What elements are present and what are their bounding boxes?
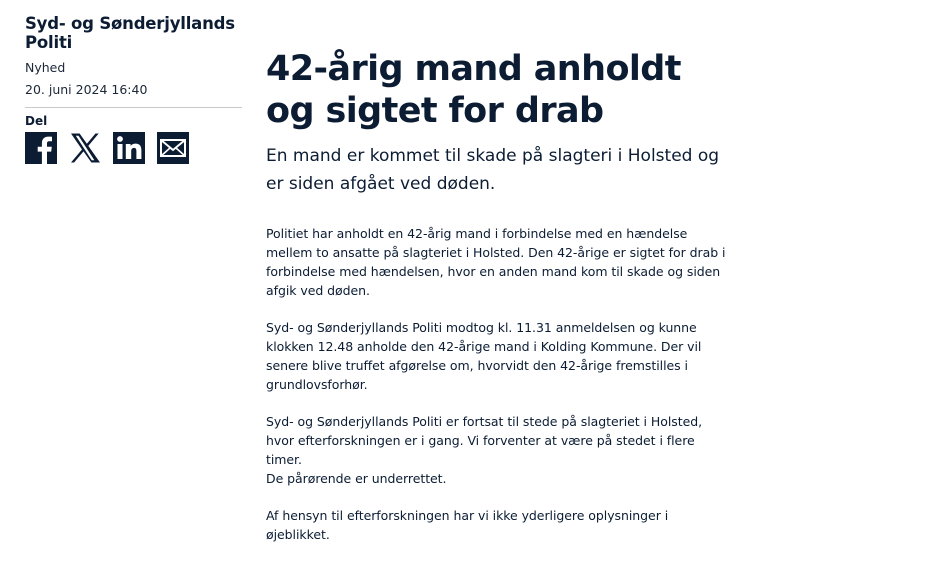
article bbox=[266, 48, 736, 562]
sidebar-divider bbox=[25, 107, 242, 108]
linkedin-icon[interactable] bbox=[113, 132, 145, 164]
district-name: Syd- og Sønderjyllands Politi bbox=[25, 14, 235, 52]
body-line: De pårørende er underrettet. bbox=[266, 471, 447, 486]
body-line: Syd- og Sønderjyllands Politi er fortsat til stede på slagteriet i Holsted, hvor efterforskningen er i gang. Vi forventer at være på stedet i flere timer. bbox=[266, 414, 703, 467]
share-label: Del bbox=[25, 114, 48, 128]
facebook-icon[interactable] bbox=[25, 132, 57, 164]
article-headline: 42-årig mand anholdt og sigtet for drab bbox=[266, 49, 681, 131]
body-line: Syd- og Sønderjyllands Politi modtog kl. 11.31 anmeldelsen og kunne klokken 12.48 anholde den 42-årige mand i Kolding Kommune. Der vil senere blive truffet afgørelse om, hvorvidt den 42-årige fremstilles i grundlovsforhør. bbox=[266, 320, 702, 392]
body-paragraph bbox=[266, 224, 728, 300]
email-icon[interactable] bbox=[157, 132, 189, 164]
body-paragraph bbox=[266, 506, 728, 544]
body-paragraph bbox=[266, 318, 728, 394]
article-body bbox=[266, 224, 728, 544]
article-sidebar bbox=[25, 14, 242, 164]
x-icon[interactable] bbox=[69, 132, 101, 164]
body-line: Politiet har anholdt en 42-årig mand i forbindelse med en hændelse mellem to ansatte på slagteriet i Holsted. Den 42-årige er sigtet for drab i forbindelse med hændelsen, hvor en anden mand kom til skade og siden afgik ved døden. bbox=[266, 226, 726, 298]
publish-date: 20. juni 2024 16:40 bbox=[25, 82, 148, 97]
body-paragraph bbox=[266, 412, 728, 488]
article-lead: En mand er kommet til skade på slagteri i Holsted og er siden afgået ved døden. bbox=[266, 146, 720, 194]
body-line: Af hensyn til efterforskningen har vi ikke yderligere oplysninger i øjeblikket. bbox=[266, 508, 669, 542]
share-buttons bbox=[25, 132, 242, 164]
article-type: Nyhed bbox=[25, 60, 66, 75]
